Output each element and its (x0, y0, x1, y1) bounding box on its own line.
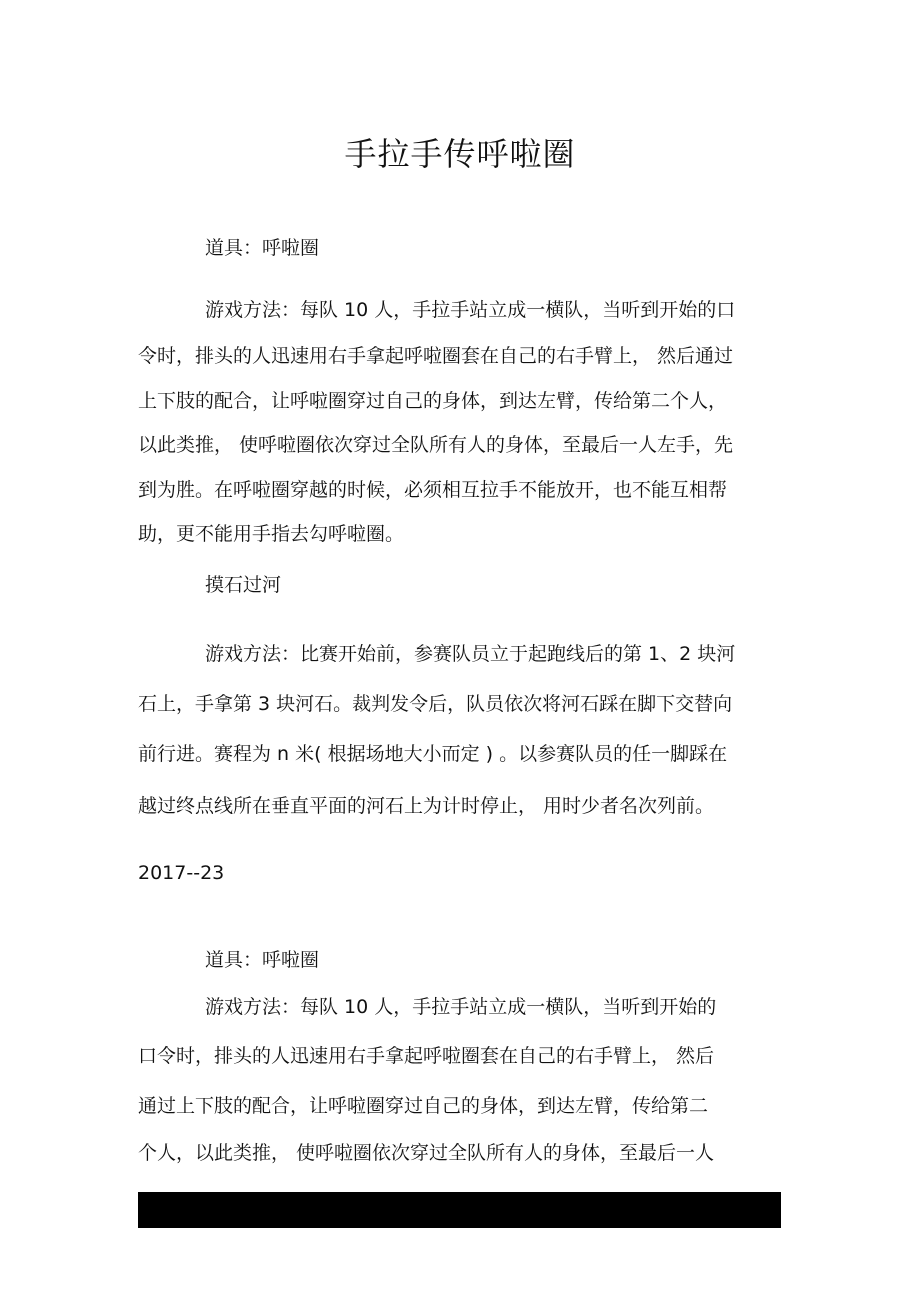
paragraph-line: 游戏方法：每队 10 人，手拉手站立成一横队，当听到开始的 (205, 996, 717, 1018)
date-label: 2017--23 (138, 862, 225, 884)
paragraph-line: 到为胜。在呼啦圈穿越的时候，必须相互拉手不能放开，也不能互相帮 (138, 479, 728, 501)
section-heading: 摸石过河 (205, 574, 282, 596)
paragraph-line: 游戏方法：比赛开始前，参赛队员立于起跑线后的第 1、2 块河 (205, 643, 736, 665)
paragraph-line: 令时，排头的人迅速用右手拿起呼啦圈套在自己的右手臂上， 然后通过 (138, 345, 734, 367)
paragraph-line: 以此类推， 使呼啦圈依次穿过全队所有人的身体，至最后一人左手，先 (138, 434, 734, 456)
paragraph-line: 上下肢的配合，让呼啦圈穿过自己的身体，到达左臂，传给第二个人， (138, 390, 728, 412)
paragraph-line: 前行进。赛程为 n 米( 根据场地大小而定 ) 。以参赛队员的任一脚踩在 (138, 743, 728, 765)
redaction-bar (138, 1192, 781, 1228)
props-line: 道具：呼啦圈 (205, 949, 320, 971)
paragraph-line: 游戏方法：每队 10 人，手拉手站立成一横队，当听到开始的口 (205, 299, 736, 321)
paragraph-line: 石上，手拿第 3 块河石。裁判发令后，队员依次将河石踩在脚下交替向 (138, 693, 733, 715)
paragraph-line: 个人，以此类推， 使呼啦圈依次穿过全队所有人的身体，至最后一人 (138, 1142, 715, 1164)
paragraph-line: 口令时，排头的人迅速用右手拿起呼啦圈套在自己的右手臂上， 然后 (138, 1045, 715, 1067)
props-line: 道具：呼啦圈 (205, 237, 320, 259)
paragraph-line: 越过终点线所在垂直平面的河石上为计时停止， 用时少者名次列前。 (138, 795, 715, 817)
paragraph-line: 通过上下肢的配合，让呼啦圈穿过自己的身体，到达左臂，传给第二 (138, 1095, 709, 1117)
document-title: 手拉手传呼啦圈 (344, 135, 576, 173)
paragraph-line: 助，更不能用手指去勾呼啦圈。 (138, 523, 405, 545)
